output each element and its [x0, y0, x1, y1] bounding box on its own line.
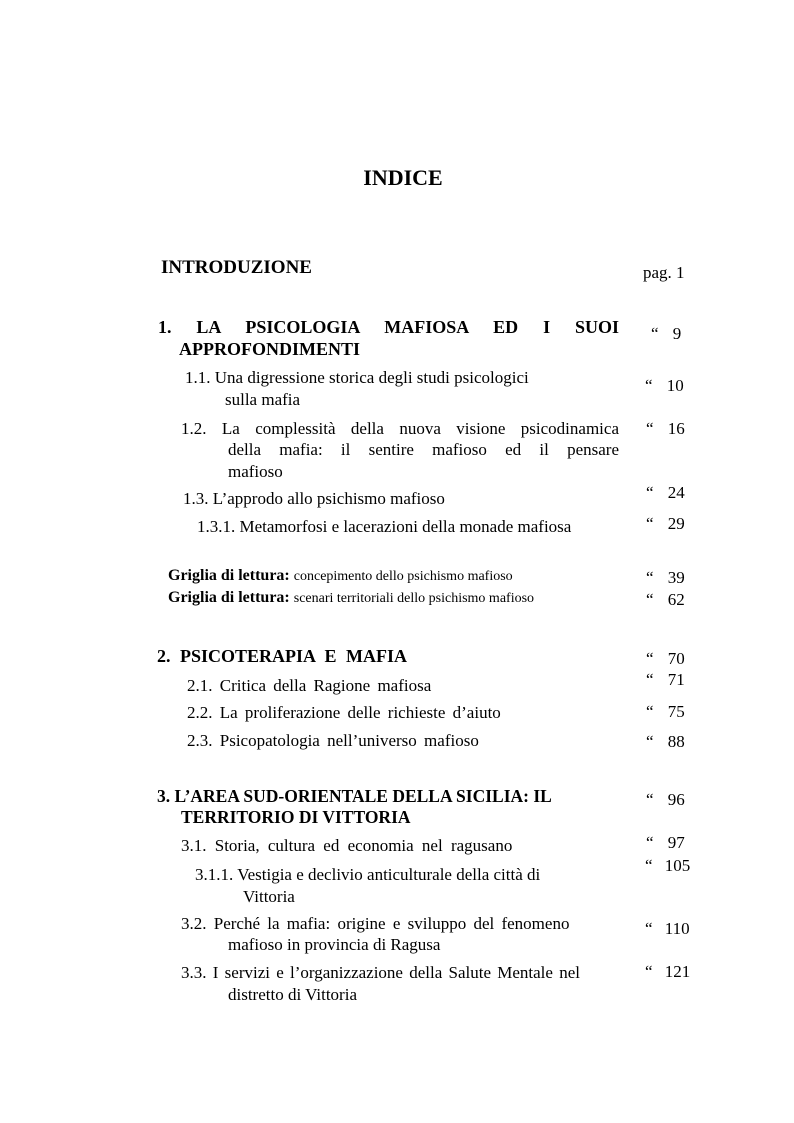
toc-3-2-line1: 3.2. Perché la mafia: origine e sviluppo del fenomeno: [181, 914, 570, 933]
toc-1-2-page: “ 16: [646, 419, 685, 438]
toc-ch2-page: “ 70: [646, 649, 685, 668]
toc-2-3-line1: 2.3. Psicopatologia nell’universo mafioso: [187, 731, 479, 750]
toc-griglia-2: [168, 590, 534, 606]
toc-intro-label: INTRODUZIONE: [161, 257, 312, 278]
toc-griglia-1: [168, 568, 513, 584]
toc-2-2-page: “ 75: [646, 702, 685, 721]
griglia-2-label: Griglia di lettura:: [168, 589, 290, 606]
toc-ch1-title-line1: 1. LA PSICOLOGIA MAFIOSA ED I SUOI: [158, 317, 619, 337]
toc-1-2-line3: mafioso: [228, 462, 283, 481]
toc-griglia-1-page: “ 39: [646, 568, 685, 587]
toc-1-1-line2: sulla mafia: [225, 390, 301, 409]
toc-ch3-page: “ 96: [646, 790, 685, 809]
toc-ch1-page: “ 9: [651, 324, 682, 343]
toc-ch3-title-line1: 3. L’AREA SUD-ORIENTALE DELLA SICILIA: IL: [157, 786, 552, 806]
toc-2-3-page: “ 88: [646, 732, 685, 751]
toc-3-2-line2: mafioso in provincia di Ragusa: [228, 935, 441, 954]
toc-1-3-1-page: “ 29: [646, 514, 685, 533]
toc-2-2-line1: 2.2. La proliferazione delle richieste d’aiuto: [187, 703, 501, 722]
toc-intro-page: pag. 1: [643, 263, 685, 282]
toc-2-1-line1: 2.1. Critica della Ragione mafiosa: [187, 676, 432, 695]
toc-3-1-page: “ 97: [646, 833, 685, 852]
toc-ch2-title: 2. PSICOTERAPIA E MAFIA: [157, 646, 408, 666]
griglia-1-label: Griglia di lettura:: [168, 567, 290, 584]
toc-1-1-line1: 1.1. Una digressione storica degli studi psicologici: [185, 368, 529, 387]
toc-3-3-page: “ 121: [645, 962, 691, 981]
toc-1-3-1-line1: 1.3.1. Metamorfosi e lacerazioni della monade mafiosa: [197, 517, 572, 536]
toc-1-2-line1: 1.2. La complessità della nuova visione psicodinamica: [181, 419, 619, 438]
toc-ch3-title-line2: TERRITORIO DI VITTORIA: [181, 807, 411, 827]
toc-3-1-1-line2: Vittoria: [243, 887, 295, 906]
toc-ch1-title-line2: APPROFONDIMENTI: [179, 339, 360, 359]
toc-3-2-page: “ 110: [645, 919, 690, 938]
toc-2-1-page: “ 71: [646, 670, 685, 689]
toc-3-1-1-line1: 3.1.1. Vestigia e declivio anticulturale della città di: [195, 865, 541, 884]
toc-3-3-line2: distretto di Vittoria: [228, 985, 357, 1004]
toc-1-3-page: “ 24: [646, 483, 685, 502]
toc-3-1-line1: 3.1. Storia, cultura ed economia nel ragusano: [181, 836, 513, 855]
toc-3-1-1-page: “ 105: [645, 856, 691, 875]
page-title: INDICE: [363, 165, 443, 190]
toc-1-2-line2: della mafia: il sentire mafioso ed il pensare: [228, 440, 619, 459]
toc-griglia-2-page: “ 62: [646, 590, 685, 609]
griglia-2-text: scenari territoriali dello psichismo mafioso: [293, 591, 535, 606]
toc-3-3-line1: 3.3. I servizi e l’organizzazione della Salute Mentale nel: [181, 963, 580, 982]
griglia-1-text: concepimento dello psichismo mafioso: [293, 569, 513, 584]
toc-1-1-page: “ 10: [645, 376, 684, 395]
toc-1-3-line1: 1.3. L’approdo allo psichismo mafioso: [183, 489, 445, 508]
